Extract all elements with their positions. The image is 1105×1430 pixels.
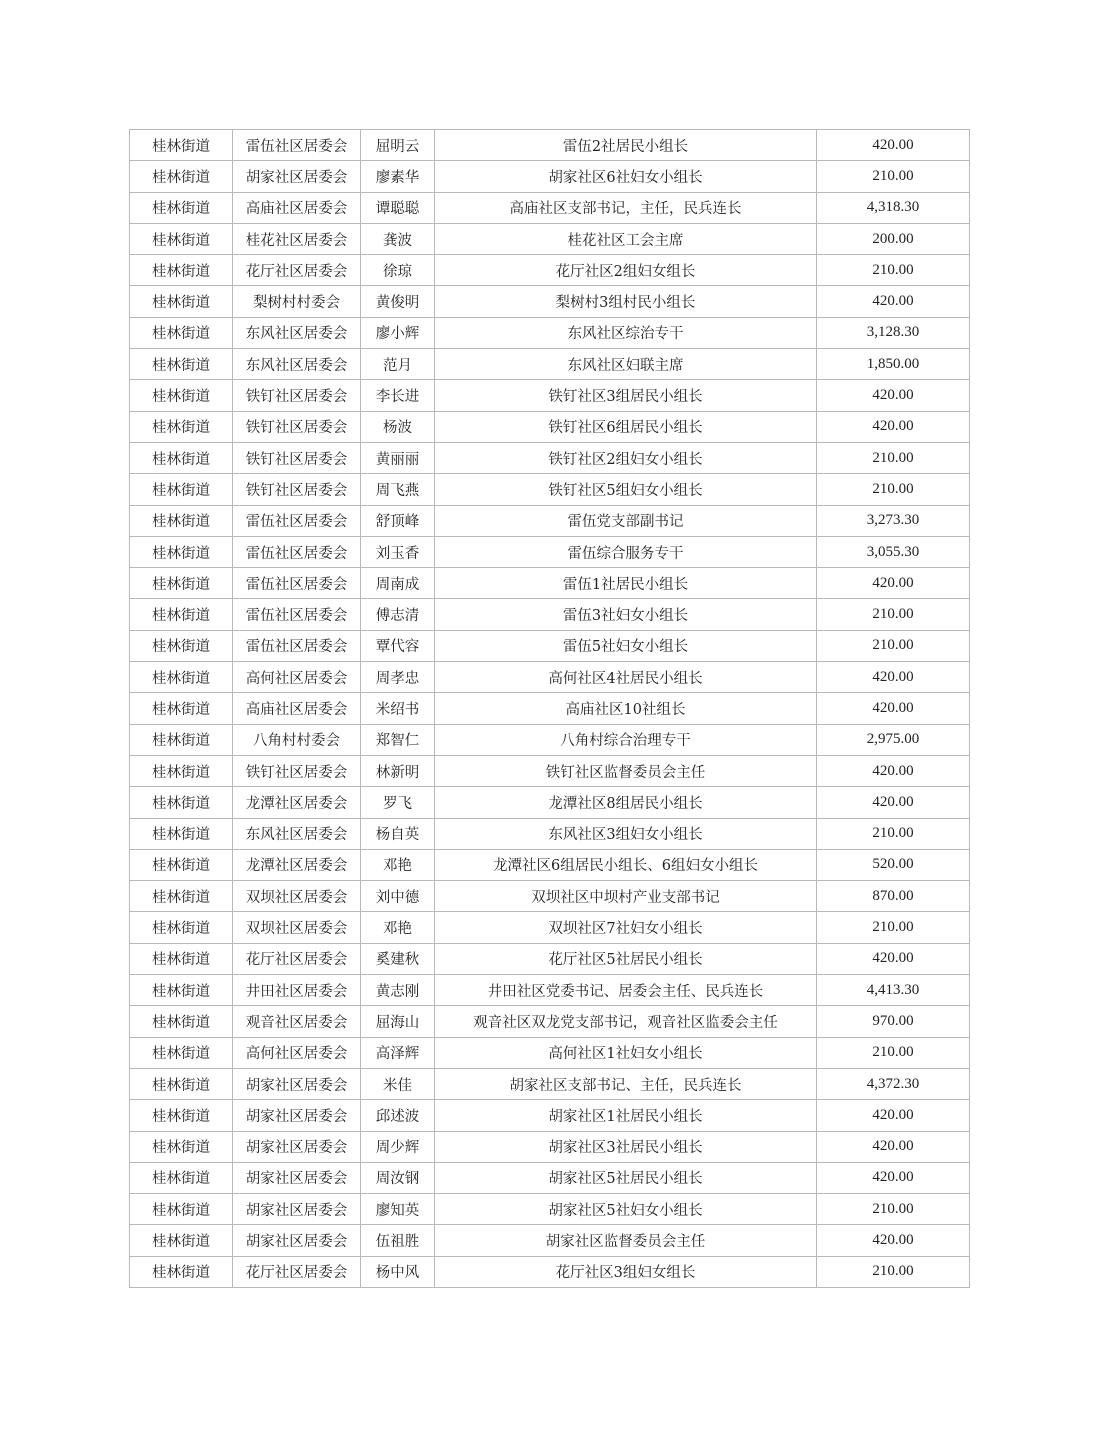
position-cell: 观音社区双龙党支部书记，观音社区监委会主任 [435,1006,817,1037]
street-cell: 桂林街道 [130,1037,233,1068]
name-cell: 刘中德 [361,881,435,912]
position-cell: 铁钉社区6组居民小组长 [435,411,817,442]
street-cell: 桂林街道 [130,317,233,348]
amount-cell: 3,055.30 [817,536,970,567]
position-cell: 高庙社区10社组长 [435,693,817,724]
name-cell: 徐琼 [361,255,435,286]
name-cell: 邓艳 [361,912,435,943]
position-cell: 胡家社区5社居民小组长 [435,1162,817,1193]
table-row [130,474,970,505]
name-cell: 周汝钢 [361,1162,435,1193]
name-cell: 杨自英 [361,818,435,849]
table-row [130,1100,970,1131]
table-body [130,130,970,1288]
committee-cell: 雷伍社区居委会 [233,599,361,630]
amount-cell: 420.00 [817,943,970,974]
street-cell: 桂林街道 [130,1194,233,1225]
committee-cell: 花厅社区居委会 [233,943,361,974]
amount-cell: 210.00 [817,255,970,286]
table-row [130,380,970,411]
position-cell: 梨树村3组村民小组长 [435,286,817,317]
committee-cell: 胡家社区居委会 [233,1100,361,1131]
table-row [130,1162,970,1193]
committee-cell: 井田社区居委会 [233,975,361,1006]
table-row [130,317,970,348]
street-cell: 桂林街道 [130,693,233,724]
position-cell: 胡家社区监督委员会主任 [435,1225,817,1256]
street-cell: 桂林街道 [130,255,233,286]
position-cell: 雷伍1社居民小组长 [435,568,817,599]
table-row [130,975,970,1006]
table-row [130,787,970,818]
amount-cell: 210.00 [817,442,970,473]
table-row [130,1037,970,1068]
name-cell: 邱述波 [361,1100,435,1131]
name-cell: 黄丽丽 [361,442,435,473]
amount-cell: 420.00 [817,787,970,818]
committee-cell: 铁钉社区居委会 [233,474,361,505]
table-row [130,349,970,380]
position-cell: 雷伍党支部副书记 [435,505,817,536]
table-row [130,724,970,755]
table-row [130,1068,970,1099]
name-cell: 米佳 [361,1068,435,1099]
name-cell: 李长进 [361,380,435,411]
table-row [130,662,970,693]
table-row [130,505,970,536]
name-cell: 覃代容 [361,630,435,661]
amount-cell: 420.00 [817,1162,970,1193]
committee-cell: 花厅社区居委会 [233,1256,361,1287]
table-row [130,130,970,161]
position-cell: 胡家社区3社居民小组长 [435,1131,817,1162]
name-cell: 罗飞 [361,787,435,818]
amount-cell: 420.00 [817,411,970,442]
committee-cell: 东风社区居委会 [233,818,361,849]
committee-cell: 胡家社区居委会 [233,1068,361,1099]
amount-cell: 2,975.00 [817,724,970,755]
position-cell: 铁钉社区5组妇女小组长 [435,474,817,505]
committee-cell: 观音社区居委会 [233,1006,361,1037]
table-row [130,943,970,974]
position-cell: 八角村综合治理专干 [435,724,817,755]
position-cell: 胡家社区5社妇女小组长 [435,1194,817,1225]
committee-cell: 双坝社区居委会 [233,912,361,943]
amount-cell: 970.00 [817,1006,970,1037]
street-cell: 桂林街道 [130,349,233,380]
table-row [130,411,970,442]
street-cell: 桂林街道 [130,1131,233,1162]
street-cell: 桂林街道 [130,943,233,974]
amount-cell: 420.00 [817,1225,970,1256]
name-cell: 周南成 [361,568,435,599]
name-cell: 高泽辉 [361,1037,435,1068]
table-row [130,161,970,192]
committee-cell: 东风社区居委会 [233,349,361,380]
committee-cell: 雷伍社区居委会 [233,568,361,599]
committee-cell: 双坝社区居委会 [233,881,361,912]
position-cell: 东风社区综治专干 [435,317,817,348]
committee-cell: 雷伍社区居委会 [233,505,361,536]
street-cell: 桂林街道 [130,881,233,912]
committee-cell: 铁钉社区居委会 [233,755,361,786]
name-cell: 傅志清 [361,599,435,630]
position-cell: 胡家社区6社妇女小组长 [435,161,817,192]
name-cell: 周少辉 [361,1131,435,1162]
position-cell: 铁钉社区2组妇女小组长 [435,442,817,473]
committee-cell: 雷伍社区居委会 [233,130,361,161]
committee-cell: 高庙社区居委会 [233,693,361,724]
committee-cell: 梨树村村委会 [233,286,361,317]
street-cell: 桂林街道 [130,380,233,411]
amount-cell: 870.00 [817,881,970,912]
position-cell: 雷伍3社妇女小组长 [435,599,817,630]
committee-cell: 龙潭社区居委会 [233,849,361,880]
position-cell: 花厅社区2组妇女组长 [435,255,817,286]
position-cell: 高庙社区支部书记，主任，民兵连长 [435,192,817,223]
street-cell: 桂林街道 [130,1256,233,1287]
amount-cell: 420.00 [817,693,970,724]
name-cell: 黄志刚 [361,975,435,1006]
table-row [130,881,970,912]
name-cell: 郑智仁 [361,724,435,755]
street-cell: 桂林街道 [130,630,233,661]
table-row [130,1131,970,1162]
name-cell: 龚波 [361,223,435,254]
amount-cell: 210.00 [817,912,970,943]
street-cell: 桂林街道 [130,975,233,1006]
name-cell: 谭聪聪 [361,192,435,223]
name-cell: 舒顶峰 [361,505,435,536]
name-cell: 林新明 [361,755,435,786]
name-cell: 屈明云 [361,130,435,161]
amount-cell: 210.00 [817,474,970,505]
amount-cell: 210.00 [817,1037,970,1068]
amount-cell: 3,128.30 [817,317,970,348]
table-row [130,1256,970,1287]
street-cell: 桂林街道 [130,442,233,473]
position-cell: 花厅社区3组妇女组长 [435,1256,817,1287]
position-cell: 井田社区党委书记、居委会主任、民兵连长 [435,975,817,1006]
amount-cell: 210.00 [817,630,970,661]
committee-cell: 胡家社区居委会 [233,1131,361,1162]
committee-cell: 桂花社区居委会 [233,223,361,254]
table-row [130,630,970,661]
committee-cell: 雷伍社区居委会 [233,536,361,567]
committee-cell: 高何社区居委会 [233,1037,361,1068]
street-cell: 桂林街道 [130,223,233,254]
position-cell: 高何社区4社居民小组长 [435,662,817,693]
amount-cell: 210.00 [817,1256,970,1287]
table-row [130,192,970,223]
name-cell: 屈海山 [361,1006,435,1037]
amount-cell: 420.00 [817,380,970,411]
street-cell: 桂林街道 [130,787,233,818]
amount-cell: 520.00 [817,849,970,880]
committee-cell: 东风社区居委会 [233,317,361,348]
amount-cell: 1,850.00 [817,349,970,380]
amount-cell: 4,372.30 [817,1068,970,1099]
table-row [130,1194,970,1225]
committee-cell: 胡家社区居委会 [233,1194,361,1225]
street-cell: 桂林街道 [130,1068,233,1099]
position-cell: 龙潭社区6组居民小组长、6组妇女小组长 [435,849,817,880]
name-cell: 廖知英 [361,1194,435,1225]
amount-cell: 420.00 [817,1100,970,1131]
street-cell: 桂林街道 [130,599,233,630]
street-cell: 桂林街道 [130,536,233,567]
street-cell: 桂林街道 [130,1162,233,1193]
position-cell: 桂花社区工会主席 [435,223,817,254]
amount-cell: 210.00 [817,818,970,849]
committee-cell: 胡家社区居委会 [233,1225,361,1256]
street-cell: 桂林街道 [130,161,233,192]
position-cell: 东风社区3组妇女小组长 [435,818,817,849]
committee-cell: 铁钉社区居委会 [233,442,361,473]
name-cell: 杨中风 [361,1256,435,1287]
name-cell: 廖小辉 [361,317,435,348]
table-row [130,755,970,786]
position-cell: 雷伍5社妇女小组长 [435,630,817,661]
amount-cell: 3,273.30 [817,505,970,536]
name-cell: 范月 [361,349,435,380]
position-cell: 花厅社区5社居民小组长 [435,943,817,974]
name-cell: 周孝忠 [361,662,435,693]
table-row [130,568,970,599]
amount-cell: 210.00 [817,161,970,192]
table-row [130,693,970,724]
amount-cell: 420.00 [817,130,970,161]
table-row [130,286,970,317]
committee-cell: 八角村村委会 [233,724,361,755]
amount-cell: 4,318.30 [817,192,970,223]
committee-cell: 高庙社区居委会 [233,192,361,223]
name-cell: 邓艳 [361,849,435,880]
name-cell: 廖素华 [361,161,435,192]
table-row [130,912,970,943]
table-row [130,536,970,567]
position-cell: 龙潭社区8组居民小组长 [435,787,817,818]
street-cell: 桂林街道 [130,912,233,943]
street-cell: 桂林街道 [130,130,233,161]
amount-cell: 420.00 [817,286,970,317]
committee-cell: 铁钉社区居委会 [233,411,361,442]
table-row [130,442,970,473]
amount-cell: 420.00 [817,568,970,599]
street-cell: 桂林街道 [130,1006,233,1037]
name-cell: 黄俊明 [361,286,435,317]
street-cell: 桂林街道 [130,662,233,693]
table-row [130,1006,970,1037]
table-row [130,818,970,849]
committee-cell: 龙潭社区居委会 [233,787,361,818]
street-cell: 桂林街道 [130,755,233,786]
name-cell: 伍祖胜 [361,1225,435,1256]
amount-cell: 200.00 [817,223,970,254]
street-cell: 桂林街道 [130,818,233,849]
committee-cell: 胡家社区居委会 [233,1162,361,1193]
street-cell: 桂林街道 [130,724,233,755]
street-cell: 桂林街道 [130,474,233,505]
table-row [130,849,970,880]
amount-cell: 4,413.30 [817,975,970,1006]
amount-cell: 210.00 [817,1194,970,1225]
position-cell: 双坝社区中坝村产业支部书记 [435,881,817,912]
amount-cell: 210.00 [817,599,970,630]
position-cell: 双坝社区7社妇女小组长 [435,912,817,943]
name-cell: 米绍书 [361,693,435,724]
position-cell: 铁钉社区3组居民小组长 [435,380,817,411]
committee-cell: 花厅社区居委会 [233,255,361,286]
committee-cell: 雷伍社区居委会 [233,630,361,661]
amount-cell: 420.00 [817,755,970,786]
table-row [130,223,970,254]
street-cell: 桂林街道 [130,192,233,223]
name-cell: 奚建秋 [361,943,435,974]
table-row [130,1225,970,1256]
committee-cell: 高何社区居委会 [233,662,361,693]
position-cell: 雷伍2社居民小组长 [435,130,817,161]
street-cell: 桂林街道 [130,849,233,880]
position-cell: 铁钉社区监督委员会主任 [435,755,817,786]
position-cell: 胡家社区1社居民小组长 [435,1100,817,1131]
committee-cell: 胡家社区居委会 [233,161,361,192]
position-cell: 胡家社区支部书记、主任，民兵连长 [435,1068,817,1099]
street-cell: 桂林街道 [130,568,233,599]
amount-cell: 420.00 [817,1131,970,1162]
street-cell: 桂林街道 [130,505,233,536]
position-cell: 雷伍综合服务专干 [435,536,817,567]
table-row [130,599,970,630]
name-cell: 周飞燕 [361,474,435,505]
amount-cell: 420.00 [817,662,970,693]
subsidy-table [129,129,970,1288]
name-cell: 刘玉香 [361,536,435,567]
street-cell: 桂林街道 [130,1100,233,1131]
street-cell: 桂林街道 [130,286,233,317]
street-cell: 桂林街道 [130,1225,233,1256]
position-cell: 高何社区1社妇女小组长 [435,1037,817,1068]
name-cell: 杨波 [361,411,435,442]
position-cell: 东风社区妇联主席 [435,349,817,380]
street-cell: 桂林街道 [130,411,233,442]
table-row [130,255,970,286]
committee-cell: 铁钉社区居委会 [233,380,361,411]
